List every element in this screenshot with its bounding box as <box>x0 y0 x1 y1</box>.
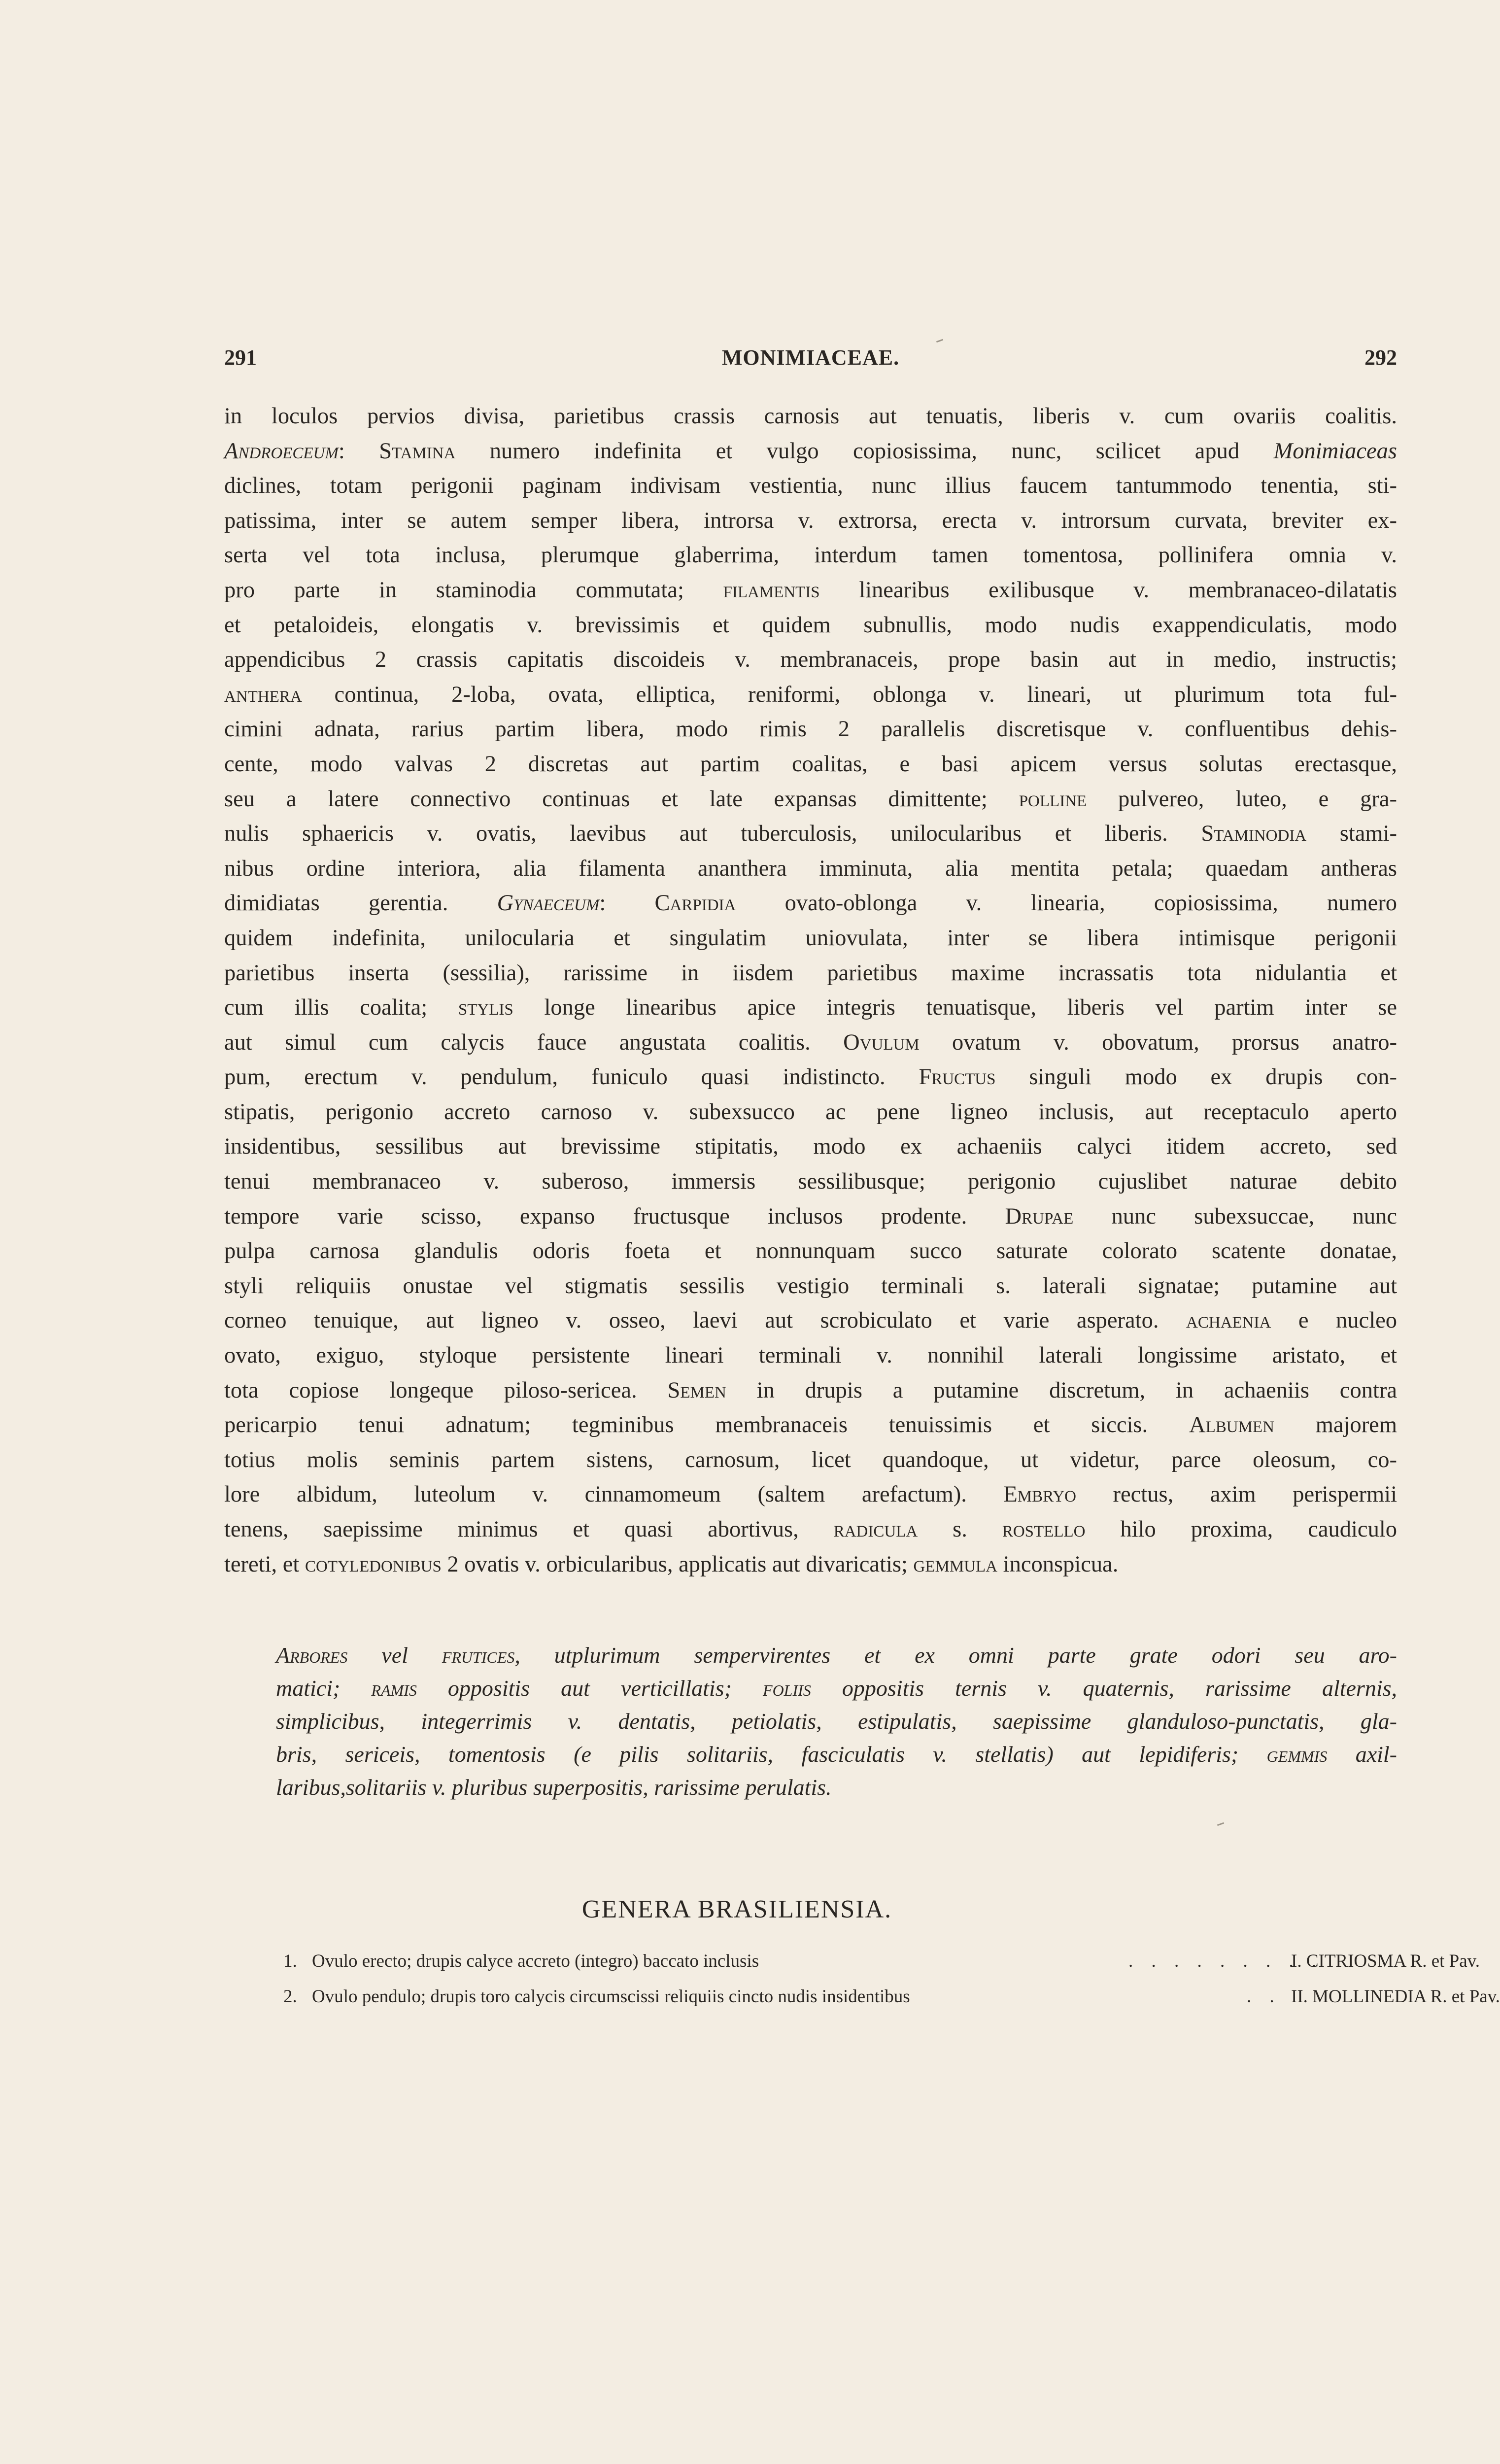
text-run: appendicibus 2 crassis capitatis discoideis v. membranaceis, prope basin aut in medio, instructis; <box>224 647 1397 673</box>
text-run: lore albidum, luteolum v. cinnamomeum (saltem arefactum). <box>224 1482 1004 1507</box>
text-line <box>224 1060 1397 1095</box>
text-line <box>224 782 1397 817</box>
text-run: nunc subexsuccae, nunc <box>1073 1203 1397 1229</box>
text-run: ovatum v. obovatum, prorsus anatro- <box>919 1029 1398 1055</box>
text-line <box>276 1771 1397 1804</box>
paper-speck <box>936 339 943 343</box>
text-run: inconspicua. <box>997 1551 1119 1577</box>
text-run: s. <box>918 1517 1002 1542</box>
text-line <box>224 1129 1397 1164</box>
genera-number: 1. <box>283 1951 297 1971</box>
page-header <box>224 345 1397 379</box>
genera-row <box>283 1986 1500 2011</box>
text-line <box>276 1672 1397 1705</box>
emphasized-term: achaenia <box>1186 1308 1271 1334</box>
text-line <box>224 538 1397 573</box>
text-line <box>224 504 1397 539</box>
text-line <box>224 1443 1397 1478</box>
text-run: tereti, et <box>224 1551 305 1577</box>
emphasized-term: Androeceum <box>224 438 339 464</box>
text-line <box>224 608 1397 643</box>
text-run: nibus ordine interiora, alia filamenta ananthera imminuta, alia mentita petala; quaedam antheras <box>224 856 1397 881</box>
text-line <box>224 1199 1397 1234</box>
text-run: et petaloideis, elongatis v. brevissimis et quidem subnullis, modo nudis exappendiculatis, modo <box>224 612 1397 638</box>
text-run: totius molis seminis partem sistens, carnosum, licet quandoque, ut videtur, parce oleosum, co- <box>224 1447 1397 1472</box>
text-line <box>224 1164 1397 1199</box>
text-run: in drupis a putamine discretum, in achaeniis contra <box>726 1377 1397 1403</box>
text-run: tota copiose longeque piloso-sericea. <box>224 1377 668 1403</box>
emphasized-term: foliis <box>763 1676 811 1701</box>
text-run: aut simul cum calycis fauce angustata coalitis. <box>224 1029 844 1055</box>
text-line <box>224 643 1397 678</box>
text-run: matici; <box>276 1676 372 1701</box>
text-run: laribus,solitariis v. pluribus superpositis, rarissime perulatis. <box>276 1775 832 1800</box>
text-run: bris, sericeis, tomentosis (e pilis solitariis, fasciculatis v. stellatis) aut lepidiferis; <box>276 1742 1267 1767</box>
text-run: pro parte in staminodia commutata; <box>224 577 723 603</box>
text-line <box>224 399 1397 434</box>
text-line <box>224 712 1397 747</box>
leader-dots: . . <box>1247 1986 1281 2007</box>
text-line <box>224 1338 1397 1373</box>
genera-heading: GENERA BRASILIENSIA. <box>581 1895 892 1923</box>
text-run: rectus, axim perispermii <box>1076 1482 1398 1507</box>
text-line <box>224 1373 1397 1408</box>
text-line <box>276 1738 1397 1771</box>
text-line <box>224 1095 1397 1130</box>
emphasized-term: rostello <box>1002 1517 1086 1542</box>
emphasized-term: stylis <box>458 995 513 1021</box>
text-run: continua, 2-loba, ovata, elliptica, reniformi, oblonga v. lineari, ut plurimum tota ful- <box>302 682 1397 707</box>
genera-number: 2. <box>283 1986 297 2007</box>
text-run: in loculos pervios divisa, parietibus crassis carnosis aut tenuatis, liberis v. cum ovariis coalitis. <box>224 404 1397 429</box>
emphasized-term: cotyledonibus <box>305 1551 442 1577</box>
emphasized-term: Fructus <box>919 1064 996 1090</box>
text-run: pulvereo, luteo, e gra- <box>1087 786 1397 812</box>
emphasized-term: Ovulum <box>843 1029 920 1055</box>
text-line <box>224 1477 1397 1512</box>
page-number-left: 291 <box>224 345 257 370</box>
text-run: linearibus exilibusque v. membranaceo-dilatatis <box>819 577 1397 603</box>
emphasized-term: filamentis <box>723 577 820 603</box>
page-number-right: 292 <box>1364 345 1397 370</box>
text-line <box>224 921 1397 956</box>
text-line <box>224 1547 1397 1582</box>
description-paragraph <box>224 399 1397 1582</box>
emphasized-term: Carpidia <box>654 890 736 916</box>
text-run: simplicibus, integerrimis v. dentatis, petiolatis, estipulatis, saepissime glanduloso-punctatis, gla- <box>276 1709 1397 1734</box>
text-run: singuli modo ex drupis con- <box>995 1064 1397 1090</box>
text-line <box>224 747 1397 782</box>
text-line <box>224 1303 1397 1338</box>
text-run: styli reliquiis onustae vel stigmatis sessilis vestigio terminali s. laterali signatae; putamine aut <box>224 1273 1397 1299</box>
emphasized-term: frutices <box>442 1643 515 1668</box>
text-line <box>224 817 1397 852</box>
emphasized-term: ramis <box>371 1676 417 1701</box>
emphasized-term: Gynaeceum <box>497 890 600 916</box>
text-line <box>224 434 1397 469</box>
genus-name: II. MOLLINEDIA R. et Pav. <box>1291 1986 1500 2007</box>
text-run: serta vel tota inclusa, plerumque glaberrima, interdum tamen tomentosa, pollinifera omnia v. <box>224 543 1397 568</box>
emphasized-term: gemmula <box>913 1551 998 1577</box>
text-run: nulis sphaericis v. ovatis, laevibus aut tuberculosis, unilocularibus et liberis. <box>224 821 1201 847</box>
text-line <box>224 1269 1397 1304</box>
emphasized-term: Embryo <box>1003 1482 1077 1507</box>
text-run: axil- <box>1327 1742 1397 1767</box>
text-run: parietibus inserta (sessilia), rarissime in iisdem parietibus maxime incrassatis tota nidulantia et <box>224 960 1397 986</box>
leader-dots: . . . . . . . . . <box>1128 1951 1324 1971</box>
text-run: numero indefinita et vulgo copiosissima, nunc, scilicet apud <box>455 438 1274 464</box>
text-run: longe linearibus apice integris tenuatisque, liberis vel partim inter se <box>513 995 1397 1021</box>
text-run: corneo tenuique, aut ligneo v. osseo, laevi aut scrobiculato et varie asperato. <box>224 1308 1187 1334</box>
emphasized-term: Arbores <box>276 1643 348 1668</box>
text-run: cum illis coalita; <box>224 995 458 1021</box>
text-run: dimidiatas gerentia. <box>224 890 497 916</box>
text-run: ovato-oblonga v. linearia, copiosissima, numero <box>736 890 1397 916</box>
text-run: pericarpio tenui adnatum; tegminibus membranaceis tenuissimis et siccis. <box>224 1412 1189 1438</box>
text-line <box>224 573 1397 608</box>
emphasized-term: Drupae <box>1005 1203 1074 1229</box>
text-run: diclines, totam perigonii paginam indivisam vestientia, nunc illius faucem tantummodo tenentia, sti- <box>224 473 1397 499</box>
genera-description: Ovulo erecto; drupis calyce accreto (integro) baccato inclusis <box>312 1951 759 1971</box>
text-line <box>276 1705 1397 1738</box>
text-run: pulpa carnosa glandulis odoris foeta et nonnunquam succo saturate colorato scatente donatae, <box>224 1238 1397 1264</box>
text-run: , utplurimum sempervirentes et ex omni parte grate odori seu aro- <box>514 1643 1397 1668</box>
text-run: cimini adnata, rarius partim libera, modo rimis 2 parallelis discretisque v. confluentibus dehis- <box>224 717 1397 742</box>
emphasized-term: Stamina <box>379 438 456 464</box>
text-run: stami- <box>1306 821 1397 847</box>
text-run: tempore varie scisso, expanso fructusque inclusos prodente. <box>224 1203 1005 1229</box>
text-line <box>224 1234 1397 1269</box>
habit-paragraph <box>276 1639 1397 1804</box>
text-run: cente, modo valvas 2 discretas aut partim coalitas, e basi apicem versus solutas erectasque, <box>224 751 1397 777</box>
emphasized-term: Semen <box>667 1377 726 1403</box>
emphasized-term: Monimiaceas <box>1273 438 1398 464</box>
text-run: pum, erectum v. pendulum, funiculo quasi indistincto. <box>224 1064 919 1090</box>
emphasized-term: anthera <box>224 682 302 707</box>
text-run: hilo proxima, caudiculo <box>1085 1517 1397 1542</box>
text-line <box>224 956 1397 991</box>
running-title: MONIMIACEAE. <box>721 345 900 370</box>
text-line <box>224 991 1397 1026</box>
paper-speck <box>1217 1822 1224 1826</box>
text-run: majorem <box>1274 1412 1397 1438</box>
text-line <box>224 1026 1397 1061</box>
text-run: stipatis, perigonio accreto carnoso v. subexsucco ac pene ligneo inclusis, aut receptaculo aperto <box>224 1099 1397 1125</box>
genera-row <box>283 1951 1480 1975</box>
text-run: 2 ovatis v. orbicularibus, applicatis aut divaricatis; <box>441 1551 914 1577</box>
text-run: tenui membranaceo v. suberoso, immersis sessilibusque; perigonio cujuslibet naturae debito <box>224 1169 1397 1195</box>
text-run: : <box>599 890 655 916</box>
text-line <box>224 678 1397 713</box>
text-run: insidentibus, sessilibus aut brevissime stipitatis, modo ex achaeniis calyci itidem accreto, sed <box>224 1134 1397 1160</box>
text-run: e nucleo <box>1271 1308 1398 1334</box>
genera-description: Ovulo pendulo; drupis toro calycis circumscissi reliquiis cincto nudis insidentibus <box>312 1986 910 2007</box>
text-run: seu a latere connectivo continuas et late expansas dimittente; <box>224 786 1019 812</box>
emphasized-term: gemmis <box>1266 1742 1328 1767</box>
text-line <box>224 886 1397 921</box>
text-run: oppositis aut verticillatis; <box>416 1676 763 1701</box>
text-run: vel <box>347 1643 442 1668</box>
text-line <box>276 1639 1397 1672</box>
text-line <box>224 1512 1397 1547</box>
emphasized-term: radicula <box>833 1517 918 1542</box>
text-line <box>224 469 1397 504</box>
emphasized-term: polline <box>1019 786 1087 812</box>
text-run: : <box>338 438 379 464</box>
text-run: quidem indefinita, unilocularia et singulatim uniovulata, inter se libera intimisque perigonii <box>224 925 1397 951</box>
emphasized-term: Staminodia <box>1201 821 1307 847</box>
emphasized-term: Albumen <box>1189 1412 1274 1438</box>
text-line <box>224 1408 1397 1443</box>
text-run: oppositis ternis v. quaternis, rarissime alternis, <box>811 1676 1397 1701</box>
genus-name: I. CITRIOSMA R. et Pav. <box>1291 1951 1480 1971</box>
text-run: ovato, exiguo, styloque persistente lineari terminali v. nonnihil laterali longissime aristato, et <box>224 1343 1397 1369</box>
text-run: tenens, saepissime minimus et quasi abortivus, <box>224 1517 834 1542</box>
text-run: patissima, inter se autem semper libera, introrsa v. extrorsa, erecta v. introrsum curvata, breviter ex- <box>224 508 1397 533</box>
text-line <box>224 852 1397 887</box>
